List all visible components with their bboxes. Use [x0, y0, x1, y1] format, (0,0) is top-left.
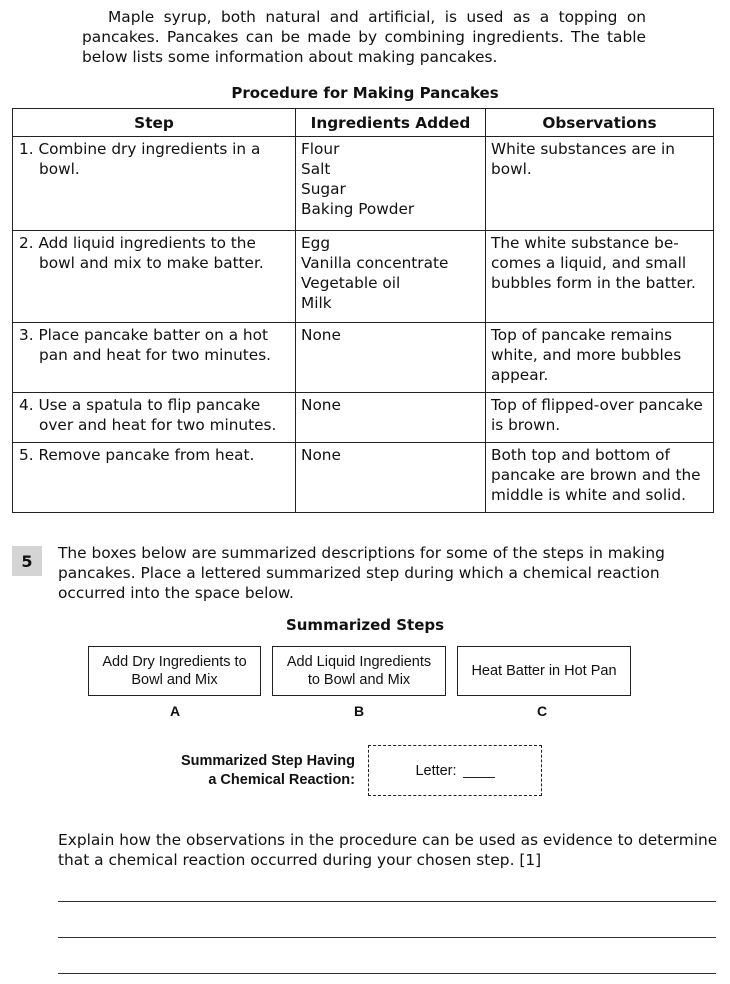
ingredient: Flour	[301, 140, 340, 158]
procedure-table	[12, 108, 714, 513]
ingredient: Vegetable oil	[301, 274, 401, 292]
table-header-row	[13, 109, 714, 137]
step-letter-c: C	[536, 703, 548, 719]
ingredients-cell: None	[296, 393, 486, 443]
ingredients-cell: None	[296, 443, 486, 513]
intro-paragraph: Maple syrup, both natural and artificial, is used as a topping on pancakes. Pancakes can be made by combining ingredients. The table below lists some information about making pancakes.	[82, 8, 646, 66]
step-cell: 4. Use a spatula to flip pancake over and heat for two minutes.	[13, 393, 296, 443]
summarized-step-box-a[interactable]: Add Dry Ingredients to Bowl and Mix	[88, 646, 261, 696]
step-letter-b: B	[353, 703, 365, 719]
ingredient: Salt	[301, 160, 331, 178]
step-cell: 2. Add liquid ingredients to the bowl and mix to make batter.	[13, 231, 296, 323]
ingredient: Sugar	[301, 180, 346, 198]
ingredients-cell	[296, 231, 486, 323]
ingredients-cell: None	[296, 323, 486, 393]
header-observations: Observations	[486, 109, 714, 137]
question-number-badge: 5	[12, 546, 42, 576]
answer-line-3[interactable]	[58, 973, 716, 974]
observation-cell: Both top and bottom of pancake are brown and the middle is white and solid.	[486, 443, 714, 513]
table-row	[13, 231, 714, 323]
table-row	[13, 393, 714, 443]
table-title: Procedure for Making Pancakes	[231, 84, 499, 102]
observation-cell: Top of flipped-over pancake is brown.	[486, 393, 714, 443]
step-cell: 3. Place pancake batter on a hot pan and heat for two minutes.	[13, 323, 296, 393]
step-cell: 5. Remove pancake from heat.	[13, 443, 296, 513]
table-row	[13, 323, 714, 393]
ingredients-cell	[296, 137, 486, 231]
summarized-step-box-b[interactable]: Add Liquid Ingredients to Bowl and Mix	[272, 646, 446, 696]
answer-line-2[interactable]	[58, 937, 716, 938]
question-text: The boxes below are summarized descriptions for some of the steps in making pancakes. Place a lettered summarized step during which a chemical reaction occurred into the space below.	[58, 544, 665, 602]
header-ingredients: Ingredients Added	[296, 109, 486, 137]
letter-blank[interactable]	[463, 763, 495, 778]
table-row	[13, 137, 714, 231]
observation-cell: The white substance be-comes a liquid, and small bubbles form in the batter.	[486, 231, 714, 323]
observation-cell: White substances are in bowl.	[486, 137, 714, 231]
letter-label: Letter:	[415, 762, 457, 779]
table-row	[13, 443, 714, 513]
summarized-steps-title: Summarized Steps	[285, 616, 445, 634]
ingredient: Vanilla concentrate	[301, 254, 449, 272]
letter-answer-box[interactable]	[368, 745, 542, 796]
ingredient: Milk	[301, 294, 332, 312]
step-letter-a: A	[169, 703, 181, 719]
chemical-label-line-2: a Chemical Reaction:	[208, 772, 355, 788]
answer-line-1[interactable]	[58, 901, 716, 902]
ingredient: Baking Powder	[301, 200, 415, 218]
chemical-reaction-label	[150, 752, 355, 790]
ingredient: Egg	[301, 234, 331, 252]
summarized-step-box-c[interactable]: Heat Batter in Hot Pan	[457, 646, 631, 696]
observation-cell: Top of pancake remains white, and more bubbles appear.	[486, 323, 714, 393]
header-step: Step	[13, 109, 296, 137]
step-cell: 1. Combine dry ingredients in a bowl.	[13, 137, 296, 231]
explain-prompt: Explain how the observations in the procedure can be used as evidence to determine that a chemical reaction occurred during your chosen step. [1]	[58, 831, 718, 869]
chemical-label-line-1: Summarized Step Having	[180, 753, 355, 769]
